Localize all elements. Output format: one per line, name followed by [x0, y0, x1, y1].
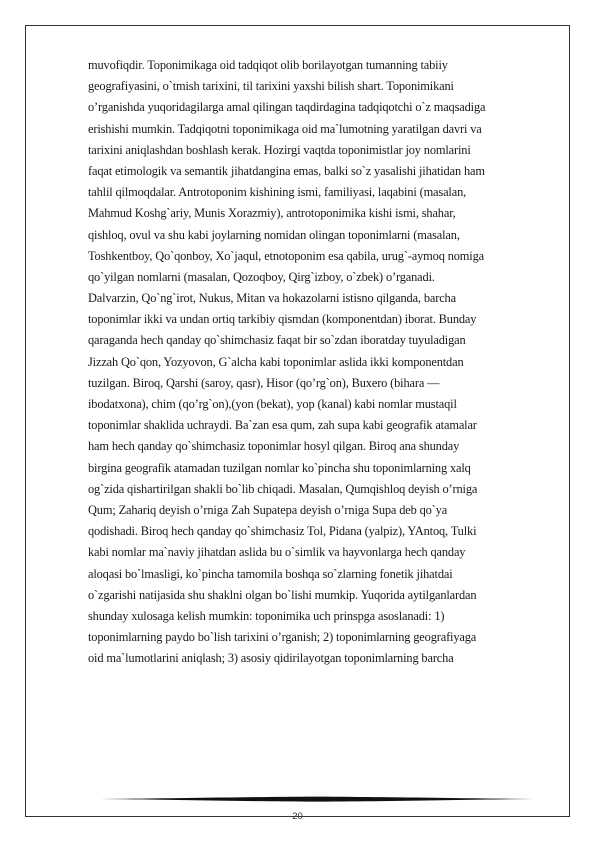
text-line: Jizzah Qo`qon, Yozyovon, G`alcha kabi toponimlar aslida ikki komponentdan	[88, 354, 464, 369]
text-line: erishishi mumkin. Tadqiqotni toponimikaga oid ma`lumotning yaratilgan davri va	[88, 121, 482, 136]
text-line: geografiyasini, o`tmish tarixini, til tarixini yaxshi bilish shart. Toponimikani	[88, 79, 454, 94]
footer-rule-stroke	[100, 797, 535, 802]
text-line: ham hech qanday qo`shimchasiz toponimlar hosyl qilgan. Biroq ana shunday	[88, 439, 460, 454]
text-line: Qum; Zahariq deyish o’rniga Zah Supatepa deyish o’rniga Supa deb qo`ya	[88, 502, 448, 517]
text-line: Mahmud Koshg`ariy, Munis Xorazmiy), antrotoponimika kishi ismi, shahar,	[88, 206, 456, 221]
text-line: toponimlarning paydo bo`lish tarixini o’rganish; 2) toponimlarning geografiyaga	[88, 630, 477, 645]
text-line: aloqasi bo`lmasligi, ko`pincha tamomila boshqa so`zlarning fonetik jihatdai	[88, 566, 453, 581]
text-line: qodishadi. Biroq hech qanday qo`shimchasiz Tol, Pidana (yalpiz), YAntoq, Tulki	[88, 524, 477, 539]
text-line: qo`yilgan nomlarni (masalan, Qozoqboy, Qirg`izboy, o`zbek) o’rganadi.	[88, 269, 435, 284]
text-line: tarixini aniqlashdan boshlash kerak. Hozirgi vaqtda toponimistlar joy nomlarini	[88, 142, 471, 157]
text-line: faqat etimologik va semantik jihatdangina emas, balki so`z yasalishi jihatidan ham	[88, 163, 485, 178]
text-line: toponimlar shaklida uchraydi. Ba`zan esa qum, zah supa kabi geografik atamalar	[88, 418, 477, 433]
text-line: qaraganda hech qanday qo`shimchasiz faqat bir so`zdan iboratday tuyuladigan	[88, 333, 466, 348]
text-line: kabi nomlar ma`naviy jihatdan aslida bu o`simlik va hayvonlarga hech qanday	[88, 545, 466, 560]
text-line: o’rganishda yuqoridagilarga amal qilingan taqdirdagina tadqiqotchi o`z maqsadiga	[88, 100, 486, 115]
text-line: muvofiqdir. Toponimikaga oid tadqiqot olib borilayotgan tumanning tabiiy	[88, 58, 448, 72]
text-line: qishloq, ovul va shu kabi joylarning nomidan olingan toponimlarni (masalan,	[88, 227, 460, 242]
text-line: shunday xulosaga kelish mumkin: toponimika uch prinspga asoslanadi: 1)	[88, 608, 445, 623]
text-line: oid ma`lumotlarini aniqlash; 3) asosiy qidirilayotgan toponimlarning barcha	[88, 651, 454, 666]
text-line: Dalvarzin, Qo`ng`irot, Nukus, Mitan va hokazolarni istisno qilganda, barcha	[88, 291, 456, 306]
text-line: o`zgarishi natijasida shu shaklni olgan bo`lishi mumkip. Yuqorida aytilganlardan	[88, 587, 477, 602]
text-line: tahlil qilmoqdalar. Antrotoponim kishining ismi, familiyasi, laqabini (masalan,	[88, 185, 467, 200]
text-line: birgina geografik atamadan tuzilgan nomlar ko`pincha shu toponimlarning xalq	[88, 460, 471, 475]
text-line: ibodatxona), chim (qo’rg`on),(yon (bekat), yop (kanal) kabi nomlar mustaqil	[88, 397, 457, 411]
page-number: 20	[292, 811, 303, 822]
text-line: toponimlar ikki va undan ortiq tarkibiy qismdan (komponentdan) iborat. Bunday	[88, 312, 477, 327]
text-line: tuzilgan. Biroq, Qarshi (saroy, qasr), Hisor (qo’rg`on), Buxero (bihara —	[88, 375, 440, 390]
text-line: Toshkentboy, Qo`qonboy, Xo`jaqul, etnotoponim esa qabila, urug`-aymoq nomiga	[88, 248, 484, 263]
text-line: og`zida qishartirilgan shakli bo`lib chiqadi. Masalan, Qumqishloq deyish o’rniga	[88, 481, 478, 496]
footer-rule	[100, 796, 535, 802]
body-text	[88, 55, 556, 669]
